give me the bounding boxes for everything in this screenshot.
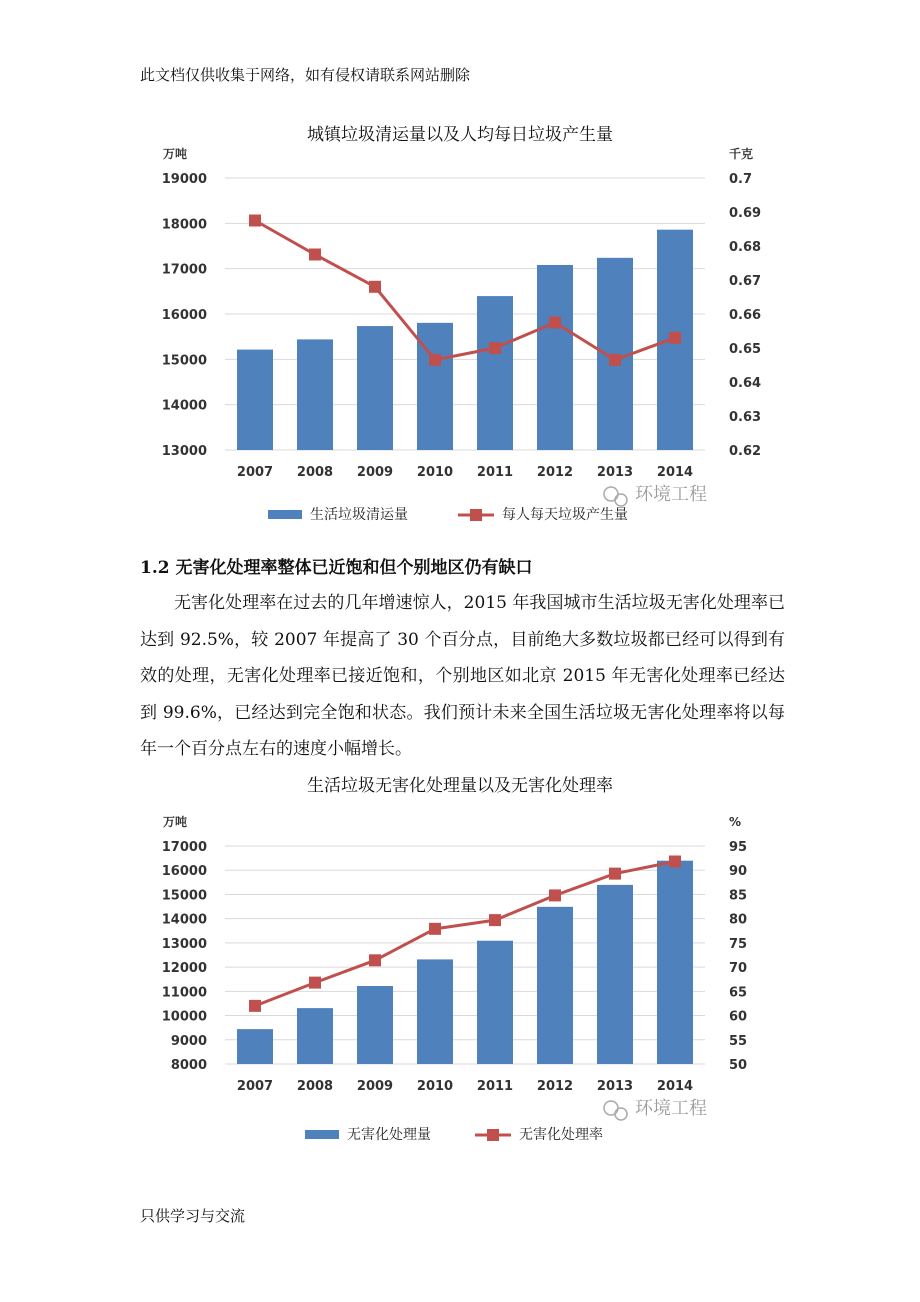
- legend-swatch-marker: [470, 509, 482, 521]
- legend-swatch-marker: [487, 1129, 499, 1141]
- bar-2014: [657, 861, 693, 1064]
- line-point-2010: [429, 354, 441, 366]
- x-tick-label: 2011: [476, 465, 514, 480]
- y-right-tick-label: 90: [729, 864, 748, 880]
- legend-label-line: 无害化处理率: [519, 1127, 603, 1143]
- header-note: 此文档仅供收集于网络，如有侵权请联系网站删除: [140, 66, 471, 84]
- y-left-tick-label: 17000: [161, 262, 207, 278]
- y-right-unit: 千克: [729, 147, 754, 161]
- x-tick-label: 2012: [536, 1079, 574, 1094]
- y-left-tick-label: 16000: [161, 308, 207, 323]
- y-right-tick-label: 75: [729, 936, 748, 952]
- y-left-tick-label: 15000: [161, 353, 207, 369]
- y-left-tick-label: 19000: [161, 172, 207, 187]
- bar-2007: [237, 350, 273, 450]
- line-point-2013: [609, 354, 621, 366]
- y-right-tick-label: 95: [729, 840, 748, 855]
- x-tick-label: 2013: [596, 465, 634, 480]
- x-tick-label: 2014: [656, 1079, 694, 1094]
- chart-1: [0, 140, 920, 540]
- y-right-tick-label: 0.69: [729, 206, 762, 221]
- legend-swatch-bar: [305, 1130, 339, 1139]
- y-right-tick-label: 65: [729, 985, 748, 1001]
- y-left-tick-label: 8000: [170, 1058, 207, 1073]
- line-point-2012: [549, 317, 561, 329]
- wechat-icon-bubble: [615, 1108, 627, 1120]
- chart-2-title: 生活垃圾无害化处理量以及无害化处理率: [307, 776, 613, 796]
- line-point-2009: [369, 281, 381, 293]
- line-point-2013: [609, 868, 621, 880]
- x-tick-label: 2011: [476, 1079, 514, 1094]
- line-point-2009: [369, 954, 381, 966]
- x-tick-label: 2010: [416, 1079, 454, 1094]
- x-tick-label: 2012: [536, 465, 574, 480]
- legend-swatch-bar: [268, 510, 302, 519]
- y-left-tick-label: 15000: [161, 888, 207, 904]
- watermark: [604, 1098, 707, 1120]
- wechat-icon: [604, 487, 618, 501]
- legend-label-bar: 生活垃圾清运量: [310, 507, 408, 523]
- y-right-tick-label: 0.67: [729, 274, 762, 289]
- x-tick-label: 2010: [416, 465, 454, 480]
- bar-2007: [237, 1029, 273, 1064]
- y-left-tick-label: 14000: [161, 398, 207, 414]
- x-tick-label: 2009: [356, 1079, 394, 1094]
- y-right-tick-label: 55: [729, 1033, 748, 1049]
- y-right-tick-label: 0.68: [729, 240, 762, 255]
- bar-2010: [417, 959, 453, 1064]
- section-paragraph: 无害化处理率在过去的几年增速惊人，2015 年我国城市生活垃圾无害化处理率已达到 92.5%，较 2007 年提高了 30 个百分点，目前绝大多数垃圾都已经可以得到有效的处理，无害化处理率已接近饱和，个别地区如北京 2015 年无害化处理率已经达到 99.6%，已经达到完全饱和状态。我们预计未来全国生活垃圾无害化处理率将以每年一个百分点左右的速度小幅增长。: [140, 593, 785, 760]
- footer-note: 只供学习与交流: [140, 1207, 246, 1225]
- x-tick-label: 2007: [236, 465, 274, 480]
- line-point-2007: [249, 1000, 261, 1012]
- y-right-tick-label: 50: [729, 1058, 748, 1073]
- line-point-2008: [309, 977, 321, 989]
- y-right-tick-label: 0.64: [729, 376, 762, 391]
- line-point-2011: [489, 914, 501, 926]
- y-right-unit: %: [729, 815, 742, 829]
- bar-2013: [597, 885, 633, 1064]
- legend-label-line: 每人每天垃圾产生量: [502, 507, 628, 523]
- bar-2012: [537, 265, 573, 450]
- x-tick-label: 2007: [236, 1079, 274, 1094]
- y-left-tick-label: 18000: [161, 217, 207, 233]
- line-point-2008: [309, 249, 321, 261]
- wechat-icon: [604, 1101, 618, 1115]
- line-point-2010: [429, 923, 441, 935]
- y-right-tick-label: 0.66: [729, 308, 762, 323]
- x-tick-label: 2009: [356, 465, 394, 480]
- section-heading: 1.2 无害化处理率整体已近饱和但个别地区仍有缺口: [140, 558, 533, 578]
- y-right-tick-label: 0.65: [729, 342, 762, 357]
- y-left-tick-label: 11000: [161, 985, 207, 1001]
- y-left-unit: 万吨: [163, 815, 188, 829]
- y-right-tick-label: 60: [729, 1009, 748, 1025]
- chart-1-title: 城镇垃圾清运量以及人均每日垃圾产生量: [307, 125, 613, 145]
- bar-2012: [537, 907, 573, 1064]
- y-right-tick-label: 70: [729, 961, 748, 977]
- x-tick-label: 2008: [296, 1079, 334, 1094]
- line-point-2007: [249, 215, 261, 227]
- y-left-tick-label: 9000: [170, 1033, 207, 1049]
- y-right-tick-label: 80: [729, 912, 748, 928]
- bar-2010: [417, 323, 453, 450]
- bar-2009: [357, 986, 393, 1064]
- y-right-tick-label: 0.63: [729, 410, 762, 425]
- bar-2008: [297, 1008, 333, 1064]
- x-tick-label: 2008: [296, 465, 334, 480]
- bar-2008: [297, 339, 333, 450]
- watermark-text: 环境工程: [635, 484, 707, 505]
- y-left-tick-label: 12000: [161, 961, 207, 977]
- legend: [268, 506, 628, 523]
- watermark-text: 环境工程: [635, 1098, 707, 1119]
- watermark: [604, 484, 707, 506]
- x-tick-label: 2013: [596, 1079, 634, 1094]
- y-left-tick-label: 10000: [161, 1009, 207, 1025]
- y-left-unit: 万吨: [163, 147, 188, 161]
- y-left-tick-label: 14000: [161, 912, 207, 928]
- bar-2011: [477, 941, 513, 1064]
- line-point-2012: [549, 889, 561, 901]
- y-left-tick-label: 17000: [161, 840, 207, 855]
- y-right-tick-label: 85: [729, 888, 748, 904]
- chart-2: [0, 796, 920, 1156]
- y-left-tick-label: 13000: [161, 444, 207, 459]
- y-left-tick-label: 13000: [161, 936, 207, 952]
- wechat-icon-bubble: [615, 494, 627, 506]
- bar-2011: [477, 296, 513, 450]
- line-point-2014: [669, 856, 681, 868]
- legend-label-bar: 无害化处理量: [347, 1127, 431, 1143]
- y-right-tick-label: 0.7: [729, 172, 753, 187]
- line-point-2014: [669, 332, 681, 344]
- y-right-tick-label: 0.62: [729, 444, 762, 459]
- bar-2009: [357, 326, 393, 450]
- y-left-tick-label: 16000: [161, 864, 207, 880]
- line-point-2011: [489, 342, 501, 354]
- x-tick-label: 2014: [656, 465, 694, 480]
- legend: [305, 1126, 603, 1143]
